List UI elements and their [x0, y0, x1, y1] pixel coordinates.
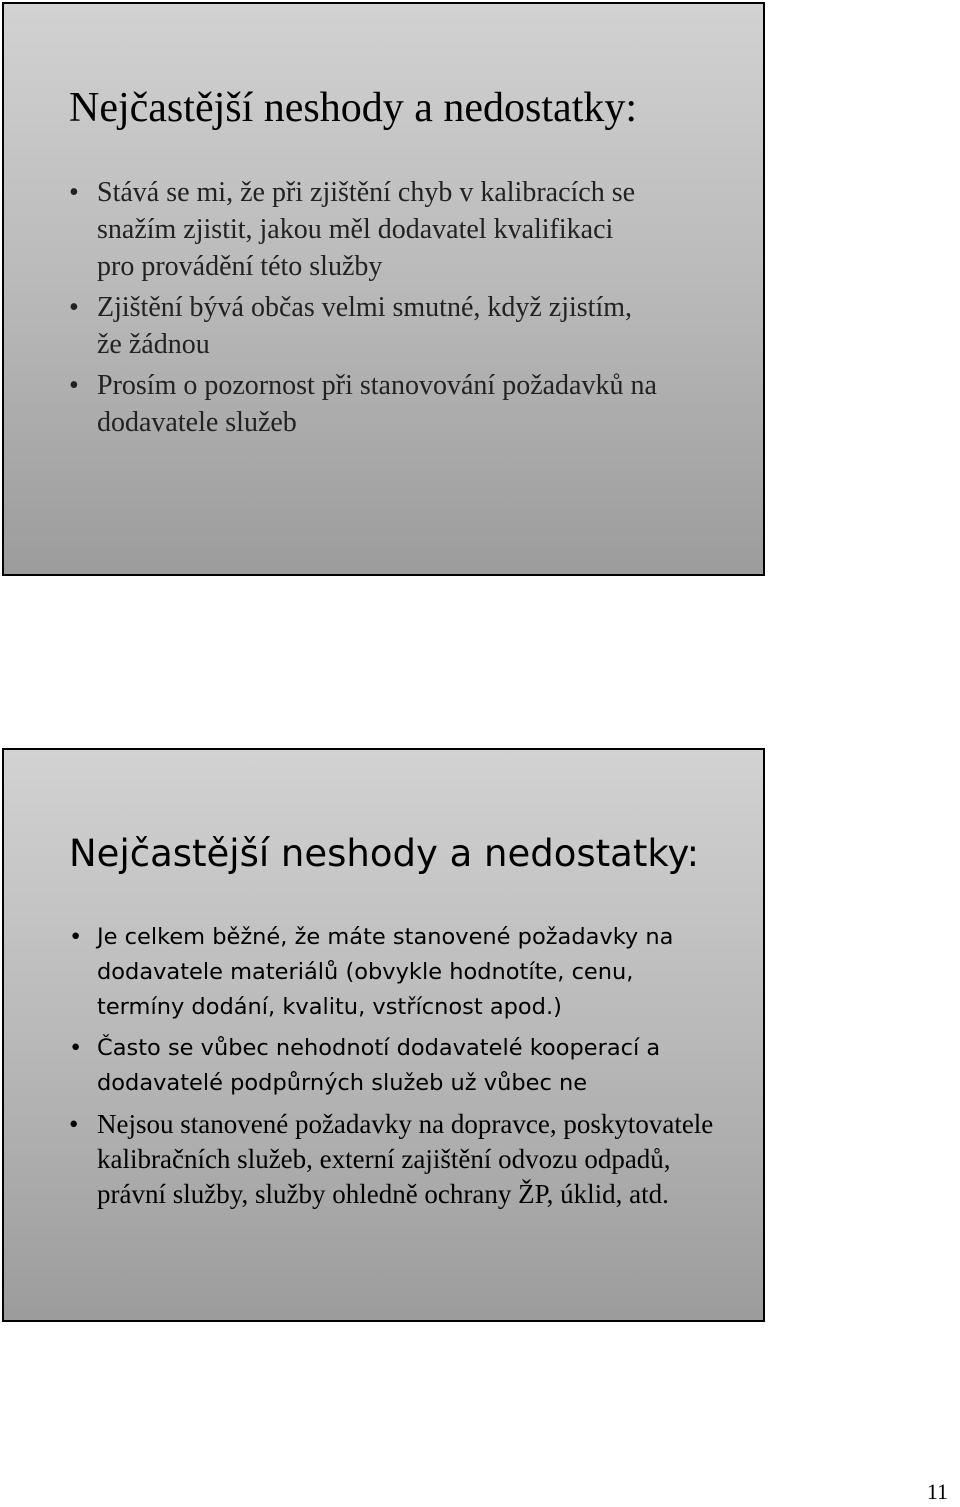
- bullet-icon: •: [69, 1035, 83, 1061]
- bullet-text: Prosím o pozornost při stanovování požadavků na dodavatele služeb: [97, 370, 657, 438]
- list-item: [69, 1031, 707, 1101]
- slide-2: [2, 748, 765, 1322]
- bullet-icon: •: [69, 924, 83, 950]
- bullet-text: Stává se mi, že při zjištění chyb v kalibracích se snažím zjistit, jakou měl dodavatel kvalifikaci pro provádění této služby: [97, 177, 636, 282]
- list-item: [69, 920, 707, 1025]
- slide-title: Nejčastější neshody a nedostatky:: [69, 85, 638, 131]
- list-item: [69, 289, 657, 363]
- bullet-icon: •: [69, 370, 79, 401]
- bullet-icon: •: [69, 1109, 79, 1139]
- bullet-icon: •: [69, 292, 79, 323]
- bullet-text: Je celkem běžné, že máte stanovené požadavky na dodavatele materiálů (obvykle hodnotíte, cenu, termíny dodání, kvalitu, vstřícnost apod.): [97, 924, 674, 1020]
- list-item: [69, 174, 657, 285]
- bullet-icon: •: [69, 177, 79, 208]
- page-number: 11: [926, 1479, 948, 1504]
- bullet-list: [69, 920, 749, 1218]
- slide-title: Nejčastější neshody a nedostatky:: [69, 832, 700, 875]
- list-item: [69, 367, 657, 441]
- bullet-text: Nejsou stanovené požadavky na dopravce, poskytovatele kalibračních služeb, externí zajištění odvozu odpadů, právní služby, služby ohledně ochrany ŽP, úklid, atd.: [97, 1109, 714, 1209]
- list-item: [69, 1107, 737, 1212]
- bullet-text: Často se vůbec nehodnotí dodavatelé kooperací a dodavatelé podpůrných služeb už vůbec ne: [97, 1035, 661, 1096]
- bullet-list: [69, 174, 749, 445]
- slide-1: [2, 2, 765, 576]
- bullet-text: Zjištění bývá občas velmi smutné, když zjistím, že žádnou: [97, 292, 633, 360]
